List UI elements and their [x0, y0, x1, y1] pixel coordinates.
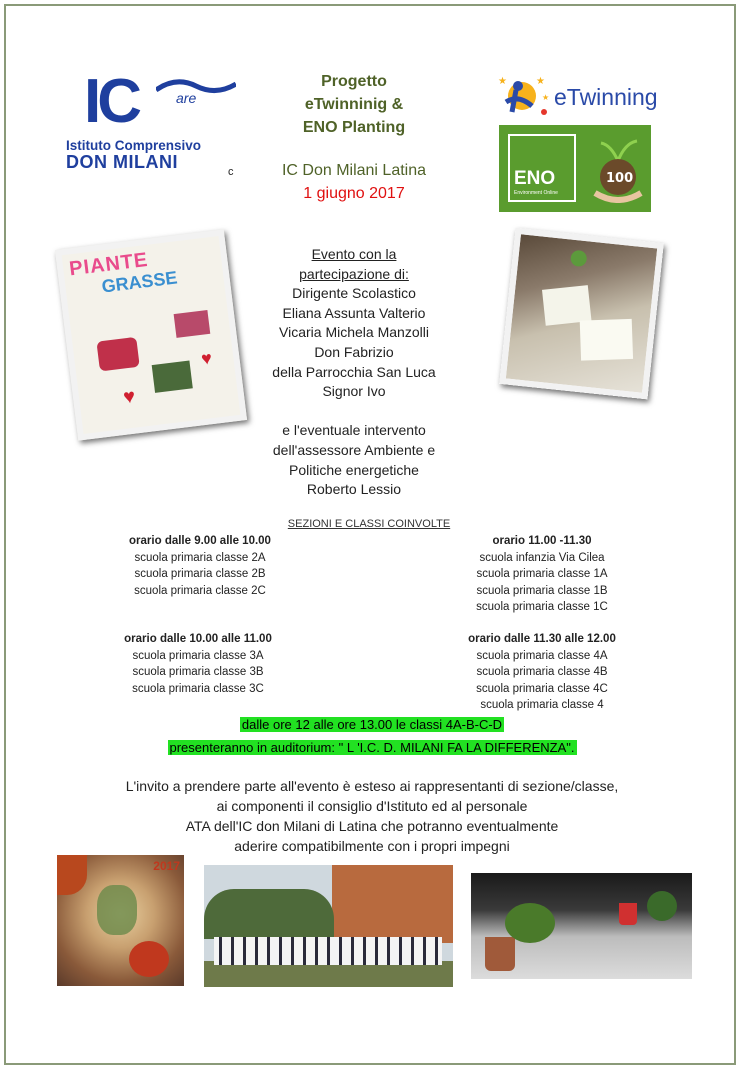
svg-text:★: ★ — [542, 93, 550, 102]
plants-photo — [471, 873, 692, 979]
poster-photo — [55, 229, 247, 440]
schedule-class: scuola primaria classe 4C — [476, 682, 608, 695]
table-plant-image — [570, 250, 588, 268]
invite-line: aderire compatibilmente con i propri impegni — [234, 838, 510, 854]
photo-trees — [204, 889, 334, 939]
participant: Dirigente Scolastico — [292, 285, 416, 302]
poster-heart-icon: ♥ — [200, 347, 214, 369]
schedule-class: scuola infanzia Via Cilea — [479, 551, 605, 564]
ic-line2: DON MILANI — [66, 152, 178, 172]
ic-suffix: c — [228, 166, 234, 178]
invite-paragraph — [30, 776, 714, 856]
extra-line: Roberto Lessio — [306, 481, 402, 498]
invite-line: ATA dell'IC don Milani di Latina che potranno eventualmente — [185, 818, 559, 834]
schedule-time: orario 11.00 -11.30 — [492, 535, 592, 547]
extra-line: e l'eventuale intervento — [282, 422, 426, 439]
project-title — [254, 70, 454, 139]
participant: Vicaria Michela Manzolli — [279, 324, 429, 341]
etwinning-logo — [492, 72, 662, 120]
schedule-class: scuola primaria classe 4 — [480, 699, 604, 711]
svg-text:★: ★ — [536, 76, 545, 87]
participant: Eliana Assunta Valterio — [282, 304, 426, 321]
photo-red-pot — [619, 903, 637, 925]
autumn-rose — [129, 941, 169, 977]
schedule-class: scuola primaria classe 4A — [476, 649, 608, 662]
schedule-class: scuola primaria classe 1C — [476, 601, 608, 613]
extra-line: dell'assessore Ambiente e — [272, 441, 436, 458]
ic-line1: Istituto Comprensivo — [66, 138, 202, 153]
autumn-tree — [97, 885, 137, 935]
schedule-time: orario dalle 9.00 alle 10.00 — [129, 535, 271, 547]
autumn-photo-year: 2017 — [153, 859, 180, 873]
project-title-line: eTwinninig & — [304, 96, 404, 113]
autumn-leaves — [57, 855, 87, 895]
ic-care-text: are — [176, 90, 197, 106]
table-photo — [499, 228, 664, 400]
eno-text: ENO — [514, 168, 556, 189]
schedule-block — [98, 631, 298, 697]
schedule-class: scuola primaria classe 3C — [132, 682, 264, 695]
table-paper — [580, 319, 633, 361]
project-title-line: ENO Planting — [302, 119, 406, 136]
invite-line: L'invito a prendere parte all'evento è esteso ai rappresentanti di sezione/classe, — [125, 778, 619, 794]
highlight-line: presenteranno in auditorium: " L 'I.C. D. MILANI FA LA DIFFERENZA". — [169, 740, 575, 755]
schedule-class: scuola primaria classe 4B — [476, 666, 608, 678]
sections-heading: SEZIONI E CLASSI COINVOLTE — [287, 518, 451, 530]
photo-plant — [505, 903, 555, 943]
project-title-line: Progetto — [321, 73, 387, 90]
ic-letters: IC — [84, 67, 138, 136]
photo-pot — [485, 937, 515, 971]
photo-building — [332, 865, 453, 943]
eno-logo — [499, 125, 651, 212]
eno-badge: 100 — [606, 171, 634, 186]
schedule-block — [100, 533, 300, 599]
eno-box — [508, 134, 576, 202]
etwinning-figure-icon — [492, 72, 552, 120]
schedule-class: scuola primaria classe 2B — [134, 568, 266, 580]
schedule-block — [442, 533, 642, 616]
participant: Signor Ivo — [322, 383, 386, 400]
invite-line: ai componenti il consiglio d'Istituto ed al personale — [216, 798, 528, 814]
poster-word1: PIANTE — [68, 248, 150, 281]
poster-flower-image — [96, 337, 139, 372]
svg-text:★: ★ — [498, 76, 507, 87]
event-intro-line: partecipazione di: — [299, 265, 409, 282]
highlight-block — [80, 713, 664, 759]
autumn-photo — [57, 855, 184, 986]
highlight-line: dalle ore 12 alle ore 13.00 le classi 4A-B-C-D — [241, 717, 503, 732]
poster-word2: GRASSE — [100, 267, 179, 297]
schedule-time: orario dalle 10.00 alle 11.00 — [124, 633, 272, 645]
participant: della Parrocchia San Luca — [272, 363, 436, 380]
etwinning-text: eTwinning — [554, 84, 658, 110]
photo-children — [214, 937, 442, 965]
school-name: IC Don Milani Latina — [281, 162, 427, 179]
eno-globe-icon — [591, 137, 645, 203]
poster-flower-image — [174, 310, 211, 338]
event-date: 1 giugno 2017 — [303, 185, 405, 202]
extra-line: Politiche energetiche — [289, 461, 419, 478]
eno-subtext: Environment Online — [514, 190, 558, 196]
participant: Don Fabrizio — [314, 343, 394, 360]
ic-logo — [66, 67, 236, 182]
poster-heart-icon: ♥ — [122, 385, 137, 409]
schedule-class: scuola primaria classe 1B — [476, 584, 608, 597]
schedule-time: orario dalle 11.30 alle 12.00 — [468, 633, 616, 645]
schedule-class: scuola primaria classe 3A — [132, 649, 264, 662]
photo-plant — [647, 891, 677, 921]
schedule-class: scuola primaria classe 1A — [476, 568, 608, 580]
students-photo — [204, 865, 453, 987]
poster-cactus-image — [152, 361, 193, 393]
schedule-class: scuola primaria classe 2A — [134, 551, 266, 564]
event-intro-line: Evento con la — [311, 246, 397, 262]
schedule-class: scuola primaria classe 2C — [134, 584, 266, 597]
event-info — [244, 245, 464, 500]
schedule-block — [442, 631, 642, 714]
schedule-class: scuola primaria classe 3B — [132, 666, 264, 678]
